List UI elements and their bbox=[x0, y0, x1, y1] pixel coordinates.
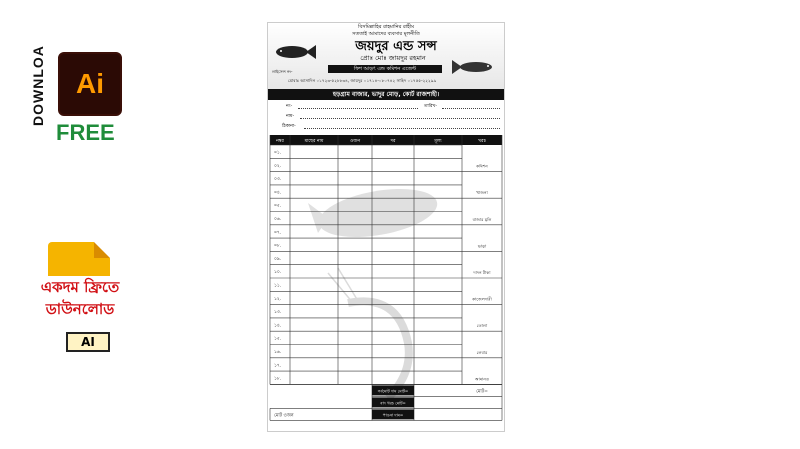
row-number: ০২. bbox=[274, 163, 282, 169]
row-number: ০৪. bbox=[274, 190, 282, 196]
row-number: ০৫. bbox=[274, 203, 282, 209]
row-number: ০৭. bbox=[274, 230, 282, 236]
row-number: ১৩. bbox=[274, 310, 282, 316]
field-no: নং- bbox=[286, 104, 293, 109]
bn-download-label: ডাউনলোড bbox=[20, 298, 140, 323]
motto-line: সততাই আমাদের ব্যবসার মূলনীতি bbox=[352, 31, 420, 37]
memo-table bbox=[268, 135, 504, 431]
row-number: ০৮. bbox=[274, 243, 282, 249]
expense-label: তোলা bbox=[476, 323, 488, 329]
field-date: তারিখ- bbox=[424, 104, 438, 109]
column-header: মূল্য bbox=[434, 139, 442, 144]
bn-free-label: একদম ফ্রিতে bbox=[20, 276, 140, 301]
row-number: ১০. bbox=[274, 270, 282, 276]
row-number: ১৭. bbox=[274, 363, 282, 369]
field-name: নাম- bbox=[286, 114, 295, 119]
column-header: মাছের নাম bbox=[304, 139, 324, 144]
bn-download-badge bbox=[20, 236, 130, 356]
expense-label: কাজেলদারী bbox=[472, 296, 492, 302]
expense-label: ভাড়া bbox=[477, 243, 487, 249]
ai-download-badge bbox=[20, 44, 120, 154]
expense-label: খাজনা bbox=[476, 190, 488, 196]
mobile-line: মোবাঃ আসাদিন ০১৭২৩-৫২৮৮৩৪, জায়দুর ০১৭১৪-০৮০৭৪২ সাহিদ ০১৭৫৫-২২২৯৯ bbox=[288, 78, 437, 83]
bismillah-line: বিসমিল্লাহির রাহমানির রাহীম bbox=[358, 24, 414, 30]
payable-label: পাওনা দাম= bbox=[382, 412, 404, 418]
field-address: ঠিকানা- bbox=[282, 124, 296, 129]
fish-icon bbox=[272, 41, 316, 63]
column-header: ওজন bbox=[349, 139, 361, 144]
free-label: FREE bbox=[56, 120, 115, 145]
row-number: ০৬. bbox=[274, 217, 282, 222]
row-number: ০১. bbox=[274, 150, 282, 156]
cash-memo bbox=[267, 22, 505, 432]
expense-label: আমানত bbox=[474, 376, 490, 382]
license-label: লাইসেন্স নং- bbox=[272, 69, 293, 74]
row-number: ১৬. bbox=[274, 350, 282, 355]
brand-name: জয়দুর এন্ড সন্স bbox=[355, 39, 437, 54]
row-number: ১৪. bbox=[274, 323, 282, 329]
subtotal-label: মোট= bbox=[476, 389, 488, 395]
download-label: DOWNLOA bbox=[30, 45, 46, 126]
expense-label: কমিশন bbox=[476, 163, 488, 169]
address-banner: হড়গ্রাম বাজার, ভাদুর মোড়, কোর্ট রাজশাহী। bbox=[268, 89, 504, 100]
total-weight-label: মোট ওজন bbox=[274, 413, 294, 419]
ai-file-tag: AI bbox=[66, 332, 110, 352]
fish-icon bbox=[452, 57, 498, 77]
expense-label: লেবার bbox=[476, 349, 488, 355]
row-number: ০৯. bbox=[274, 256, 282, 262]
expense-label: দাদন টাকা bbox=[473, 270, 491, 275]
service-banner: ফিশ আড়ৎ এন্ড কমিশন এজেন্ট bbox=[328, 65, 442, 73]
sum-cost-label: বাদ খরচ মোট= bbox=[380, 400, 406, 406]
column-header: নম্বর bbox=[276, 139, 284, 144]
row-number: ১২. bbox=[274, 296, 282, 302]
column-header: দর bbox=[390, 139, 396, 144]
illustrator-logo-icon: Ai bbox=[58, 52, 122, 116]
row-number: ০৩. bbox=[274, 177, 282, 183]
sum-price-label: সর্বমোট দাম মোট= bbox=[377, 388, 409, 394]
expense-label: বাজার মুলি bbox=[472, 216, 492, 222]
row-number: ১৫. bbox=[274, 336, 282, 342]
row-number: ১১. bbox=[274, 283, 282, 289]
proprietor-line: প্রোঃ মোঃ জায়দুর রহমান bbox=[360, 54, 426, 62]
row-number: ১৮. bbox=[274, 376, 282, 382]
memo-header bbox=[268, 23, 504, 89]
column-header: খরচ bbox=[478, 139, 486, 144]
